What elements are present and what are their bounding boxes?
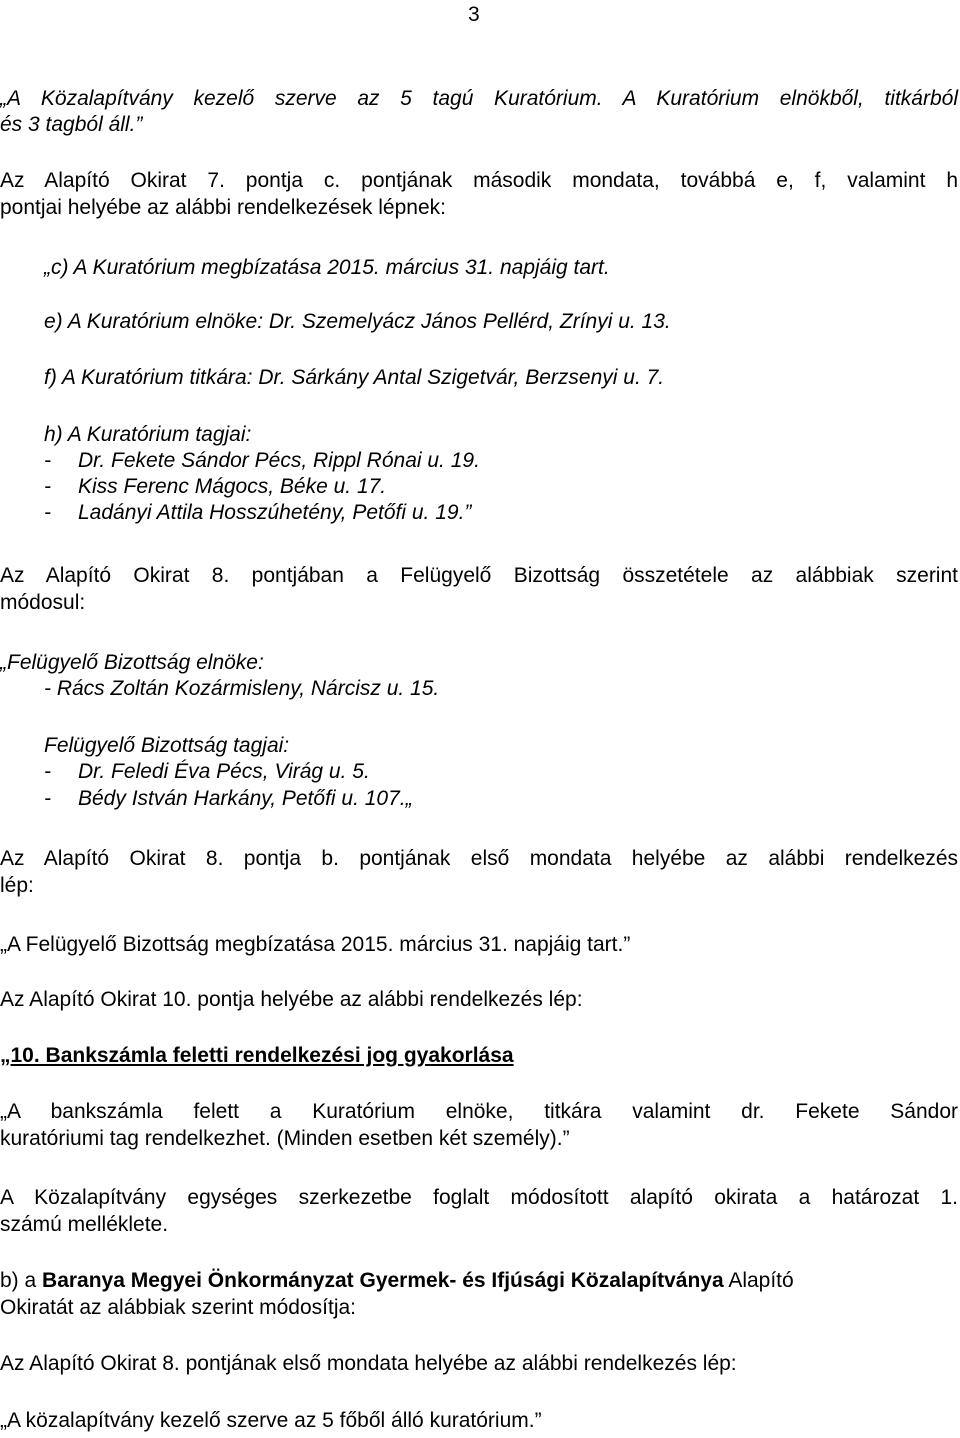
okirat8-line2: módosul: [0,591,86,614]
member-text: Dr. Feledi Éva Pécs, Virág u. 5. [78,760,370,783]
item-c: „c) A Kuratórium megbízatása 2015. március 31. napjáig tart. [44,256,610,279]
kuratorium-intro-line1: „A Közalapítvány kezelő szerve az 5 tagú Kuratórium. A Kuratórium elnökből, titkárból [0,87,958,110]
melleklet-line1: A Közalapítvány egységes szerkezetbe foglalt módosított alapító okirata a határozat 1. [0,1186,958,1209]
point-b-line1 [0,1268,794,1294]
fb-megbizatas: „A Felügyelő Bizottság megbízatása 2015. március 31. napjáig tart.” [0,933,631,956]
final-quote: „A közalapítvány kezelő szerve az 5 főből álló kuratórium.” [0,1409,542,1432]
page-number: 3 [468,3,480,26]
list-dash: - [44,475,51,498]
okirat8b-line1: Az Alapító Okirat 8. pontja b. pontjának első mondata helyébe az alábbi rendelkezés [0,847,958,870]
member-text: Bédy István Harkány, Petőfi u. 107.„ [78,787,413,810]
point-b-suffix: Alapító [723,1269,794,1292]
fb-tagjai-heading: Felügyelő Bizottság tagjai: [44,734,290,757]
fb-elnoke-member: - Rács Zoltán Kozármisleny, Nárcisz u. 15. [44,677,440,700]
item-h-heading: h) A Kuratórium tagjai: [44,423,252,446]
list-dash: - [44,760,51,783]
member-text: Kiss Ferenc Mágocs, Béke u. 17. [78,475,387,498]
section-10-title: „10. Bankszámla feletti rendelkezési jog gyakorlása [0,1044,514,1067]
list-dash: - [44,449,51,472]
point-b-foundation-name: Baranya Megyei Önkormányzat Gyermek- és Ifjúsági Közalapítványa [42,1269,724,1292]
list-dash: - [44,787,51,810]
list-dash: - [44,501,51,524]
okirat8b-line2: lép: [0,874,34,897]
point-b-prefix: b) a [0,1269,43,1292]
point-b-line2: Okiratát az alábbiak szerint módosítja: [0,1296,356,1319]
member-row [44,448,480,474]
bankszamla-line1: „A bankszámla felett a Kuratórium elnöke, titkára valamint dr. Fekete Sándor [0,1100,958,1123]
okirat7-line1: Az Alapító Okirat 7. pontja c. pontjának második mondata, továbbá e, f, valamint h [0,169,958,192]
member-text: Ladányi Attila Hosszúhetény, Petőfi u. 19.” [78,501,472,524]
okirat8-last: Az Alapító Okirat 8. pontjának első mondata helyébe az alábbi rendelkezés lép: [0,1352,737,1375]
member-text: Dr. Fekete Sándor Pécs, Rippl Rónai u. 19. [78,449,480,472]
kuratorium-intro-line2: és 3 tagból áll.” [0,113,143,136]
member-row [44,759,370,785]
member-row [44,786,413,812]
member-row [44,500,472,526]
okirat7-line2: pontjai helyébe az alábbi rendelkezések lépnek: [0,196,446,219]
bankszamla-line2: kuratóriumi tag rendelkezhet. (Minden esetben két személy).” [0,1127,570,1150]
fb-elnoke-heading: „Felügyelő Bizottság elnöke: [0,651,264,674]
okirat8-line1: Az Alapító Okirat 8. pontjában a Felügyelő Bizottság összetétele az alábbiak szerint [0,564,958,587]
item-f: f) A Kuratórium titkára: Dr. Sárkány Antal Szigetvár, Berzsenyi u. 7. [44,366,665,389]
melleklet-line2: számú melléklete. [0,1213,169,1236]
okirat10: Az Alapító Okirat 10. pontja helyébe az alábbi rendelkezés lép: [0,988,583,1011]
item-e: e) A Kuratórium elnöke: Dr. Szemelyácz János Pellérd, Zrínyi u. 13. [44,310,671,333]
member-row [44,474,387,500]
